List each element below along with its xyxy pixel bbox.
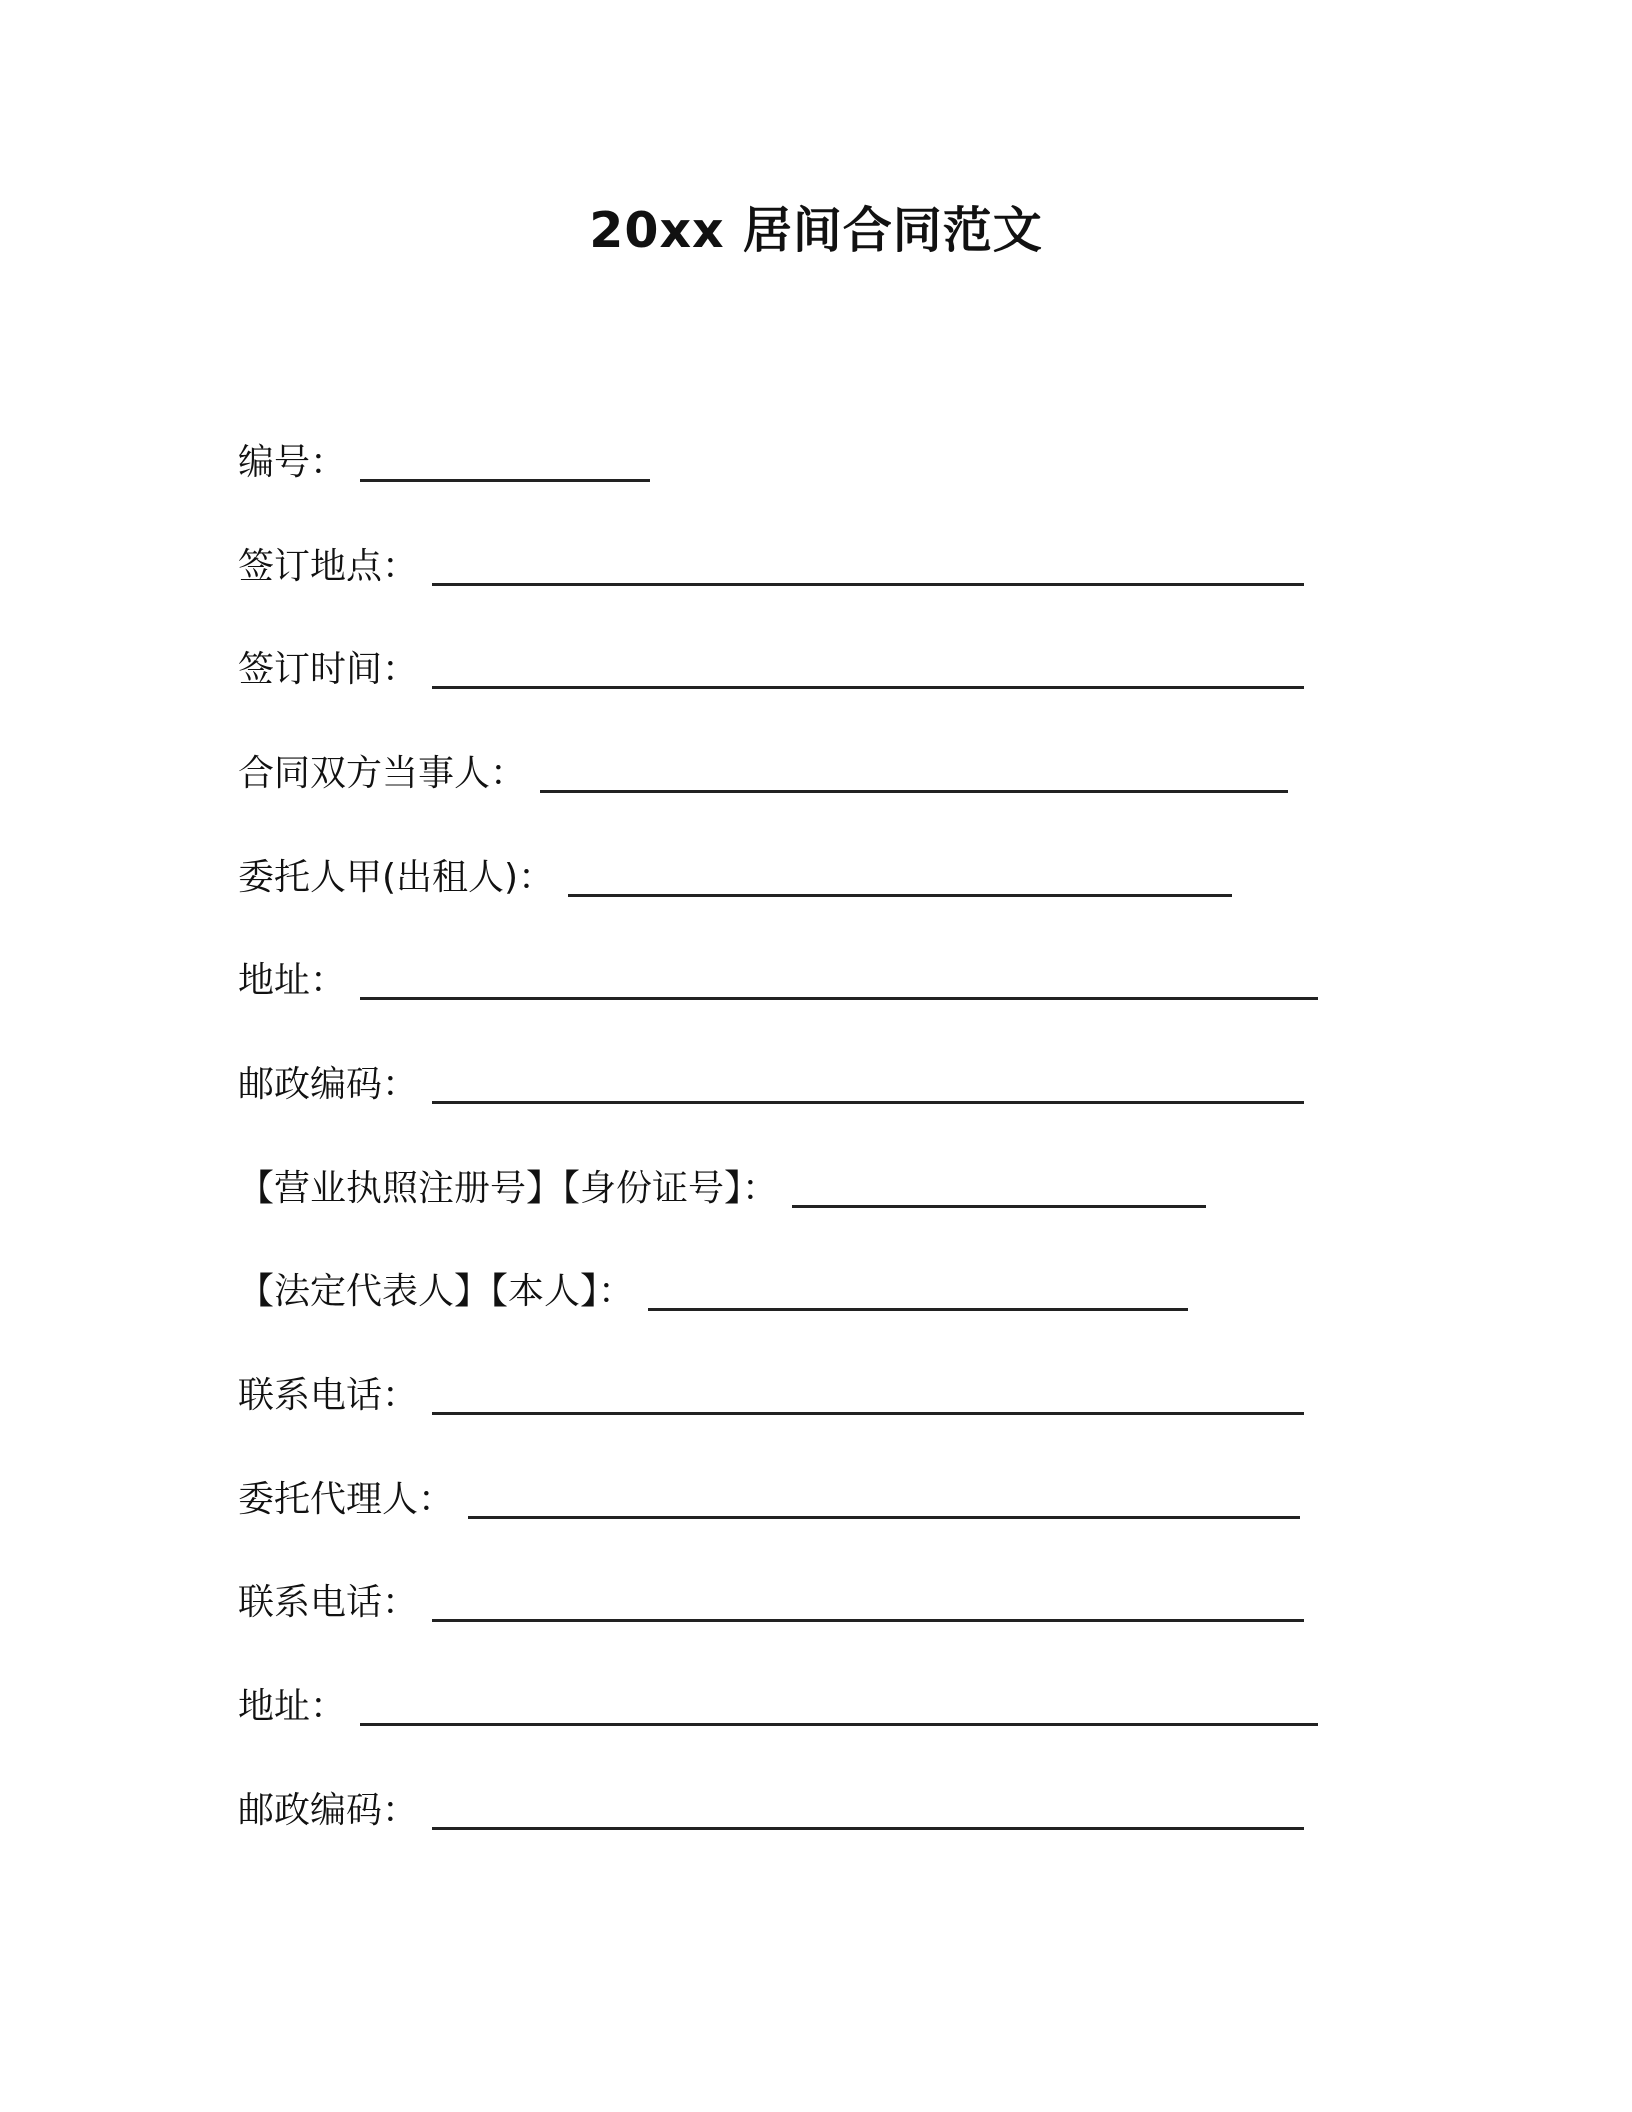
field-label: 地址：	[238, 960, 347, 1001]
field-label: 合同双方当事人：	[238, 753, 527, 794]
field-row-legal-representative	[238, 1265, 1188, 1319]
field-row-postal-code	[238, 1058, 1304, 1112]
blank-fill-line[interactable]	[432, 1412, 1304, 1415]
field-row-phone	[238, 1576, 1304, 1630]
field-label: 编号：	[238, 442, 347, 483]
blank-fill-line[interactable]	[360, 479, 650, 482]
field-row-serial-number	[238, 436, 650, 490]
blank-fill-line[interactable]	[648, 1308, 1188, 1311]
page-title: 20xx 居间合同范文	[589, 202, 1043, 259]
field-label: 联系电话：	[238, 1375, 419, 1416]
blank-fill-line[interactable]	[432, 1619, 1304, 1622]
field-row-address	[238, 1680, 1318, 1734]
blank-fill-line[interactable]	[468, 1516, 1300, 1519]
field-label: 委托人甲(出租人)：	[238, 857, 555, 898]
blank-fill-line[interactable]	[432, 686, 1304, 689]
field-row-signing-place	[238, 540, 1304, 594]
field-label: 【营业执照注册号】【身份证号】：	[238, 1168, 779, 1209]
blank-fill-line[interactable]	[432, 583, 1304, 586]
field-row-agent	[238, 1473, 1300, 1527]
blank-fill-line[interactable]	[360, 1723, 1318, 1726]
field-row-address	[238, 954, 1318, 1008]
field-label: 【法定代表人】【本人】：	[238, 1271, 635, 1312]
blank-fill-line[interactable]	[360, 997, 1318, 1000]
field-label: 邮政编码：	[238, 1064, 419, 1105]
blank-fill-line[interactable]	[432, 1827, 1304, 1830]
field-label: 签订地点：	[238, 546, 419, 587]
field-label: 委托代理人：	[238, 1479, 455, 1520]
blank-fill-line[interactable]	[792, 1205, 1206, 1208]
field-label: 邮政编码：	[238, 1790, 419, 1831]
field-row-signing-time	[238, 643, 1304, 697]
blank-fill-line[interactable]	[540, 790, 1288, 793]
field-row-parties	[238, 747, 1288, 801]
blank-fill-line[interactable]	[568, 894, 1232, 897]
field-row-client-a	[238, 851, 1232, 905]
field-row-postal-code	[238, 1784, 1304, 1838]
blank-fill-line[interactable]	[432, 1101, 1304, 1104]
field-row-phone	[238, 1369, 1304, 1423]
field-label: 地址：	[238, 1686, 347, 1727]
field-label: 联系电话：	[238, 1582, 419, 1623]
field-label: 签订时间：	[238, 649, 419, 690]
field-row-license-id	[238, 1162, 1206, 1216]
